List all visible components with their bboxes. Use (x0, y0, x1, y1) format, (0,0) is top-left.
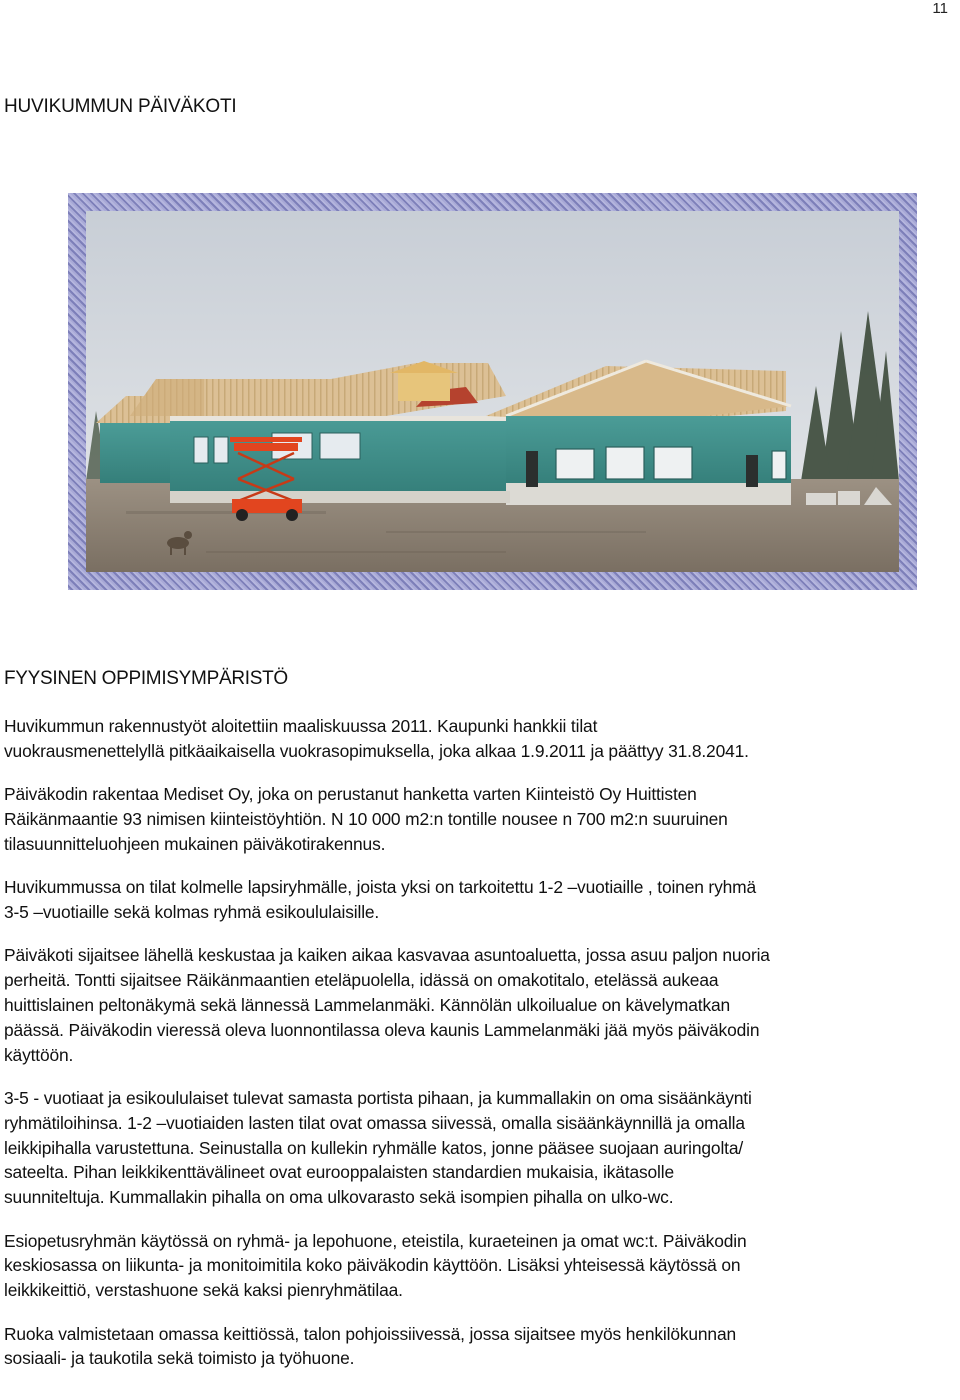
paragraph: Esiopetusryhmän käytössä on ryhmä- ja lepohuone, eteistila, kuraeteinen ja omat wc:t. Päiväkodin keskiosassa on liikunta- ja monitoimitila koko päiväkodin käyttöön. Lisäksi yhteisessä käytössä on leikkikeittiö, verstashuone sekä kaksi pienryhmätilaa. (4, 1230, 747, 1301)
building-photo (86, 211, 899, 572)
section-body (4, 714, 954, 1390)
paragraph: Huvikummun rakennustyöt aloitettiin maaliskuussa 2011. Kaupunki hankkii tilat vuokrausmenettelyllä pitkäaikaisella vuokrasopimuksella, joka alkaa 1.9.2011 ja päättyy 31.8.2041. (4, 716, 749, 761)
paragraph: Ruoka valmistetaan omassa keittiössä, talon pohjoissiivessä, jossa sijaitsee myös henkilökunnan sosiaali- ja taukotila sekä toimisto ja työhuone. (4, 1323, 736, 1369)
paragraph: Päiväkodin rakentaa Mediset Oy, joka on perustanut hanketta varten Kiinteistö Oy Huittisten Räikänmaantie 93 nimisen kiinteistöyhtiön. N 10 000 m2:n tontille nousee n 700 m2:n suuruinen tilasuunnitteluohjeen mukainen päiväkotirakennus. (4, 784, 728, 854)
document-title: HUVIKUMMUN PÄIVÄKOTI (4, 96, 237, 117)
section-heading: FYYSINEN OPPIMISYMPÄRISTÖ (4, 668, 288, 689)
paragraph: Huvikummussa on tilat kolmelle lapsiryhmälle, joista yksi on tarkoitettu 1-2 –vuotiaille , toinen ryhmä 3-5 –vuotiaille sekä kolmas ryhmä esikoululaisille. (4, 877, 756, 922)
paragraph: Päiväkoti sijaitsee lähellä keskustaa ja kaiken aikaa kasvavaa asuntoaluetta, jossa asuu paljon nuoria perheitä. Tontti sijaitsee Räikänmaantien eteläpuolella, idässä on omakotitalo, etelässä aukeaa huittislainen peltonäkymä sekä lännessä Lammelanmäki. Kännölän ulkoilualue on kävelymatkan päässä. Päiväkodin vieressä oleva luonnontilassa oleva kaunis Lammelanmäki jää myös päiväkodin käyttöön. (4, 945, 770, 1065)
page-number: 11 (932, 0, 948, 17)
photo-frame (68, 193, 917, 590)
paragraph: 3-5 - vuotiaat ja esikoululaiset tulevat samasta portista pihaan, ja kummallakin on oma sisäänkäynti ryhmätiloihinsa. 1-2 –vuotiaiden lasten tilat ovat omassa siivessä, omalla sisäänkäynnillä ja omalla leikkipihalla varustettuna. Seinustalla on kullekin ryhmälle katos, jonne pääsee suojaan auringolta/ sateelta. Pihan leikkikenttävälineet ovat eurooppalaisten standardien mukaisia, ikätasolle suunniteltuja. Kummallakin pihalla on oma ulkovarasto sekä isompien pihalla on ulko-wc. (4, 1087, 752, 1208)
